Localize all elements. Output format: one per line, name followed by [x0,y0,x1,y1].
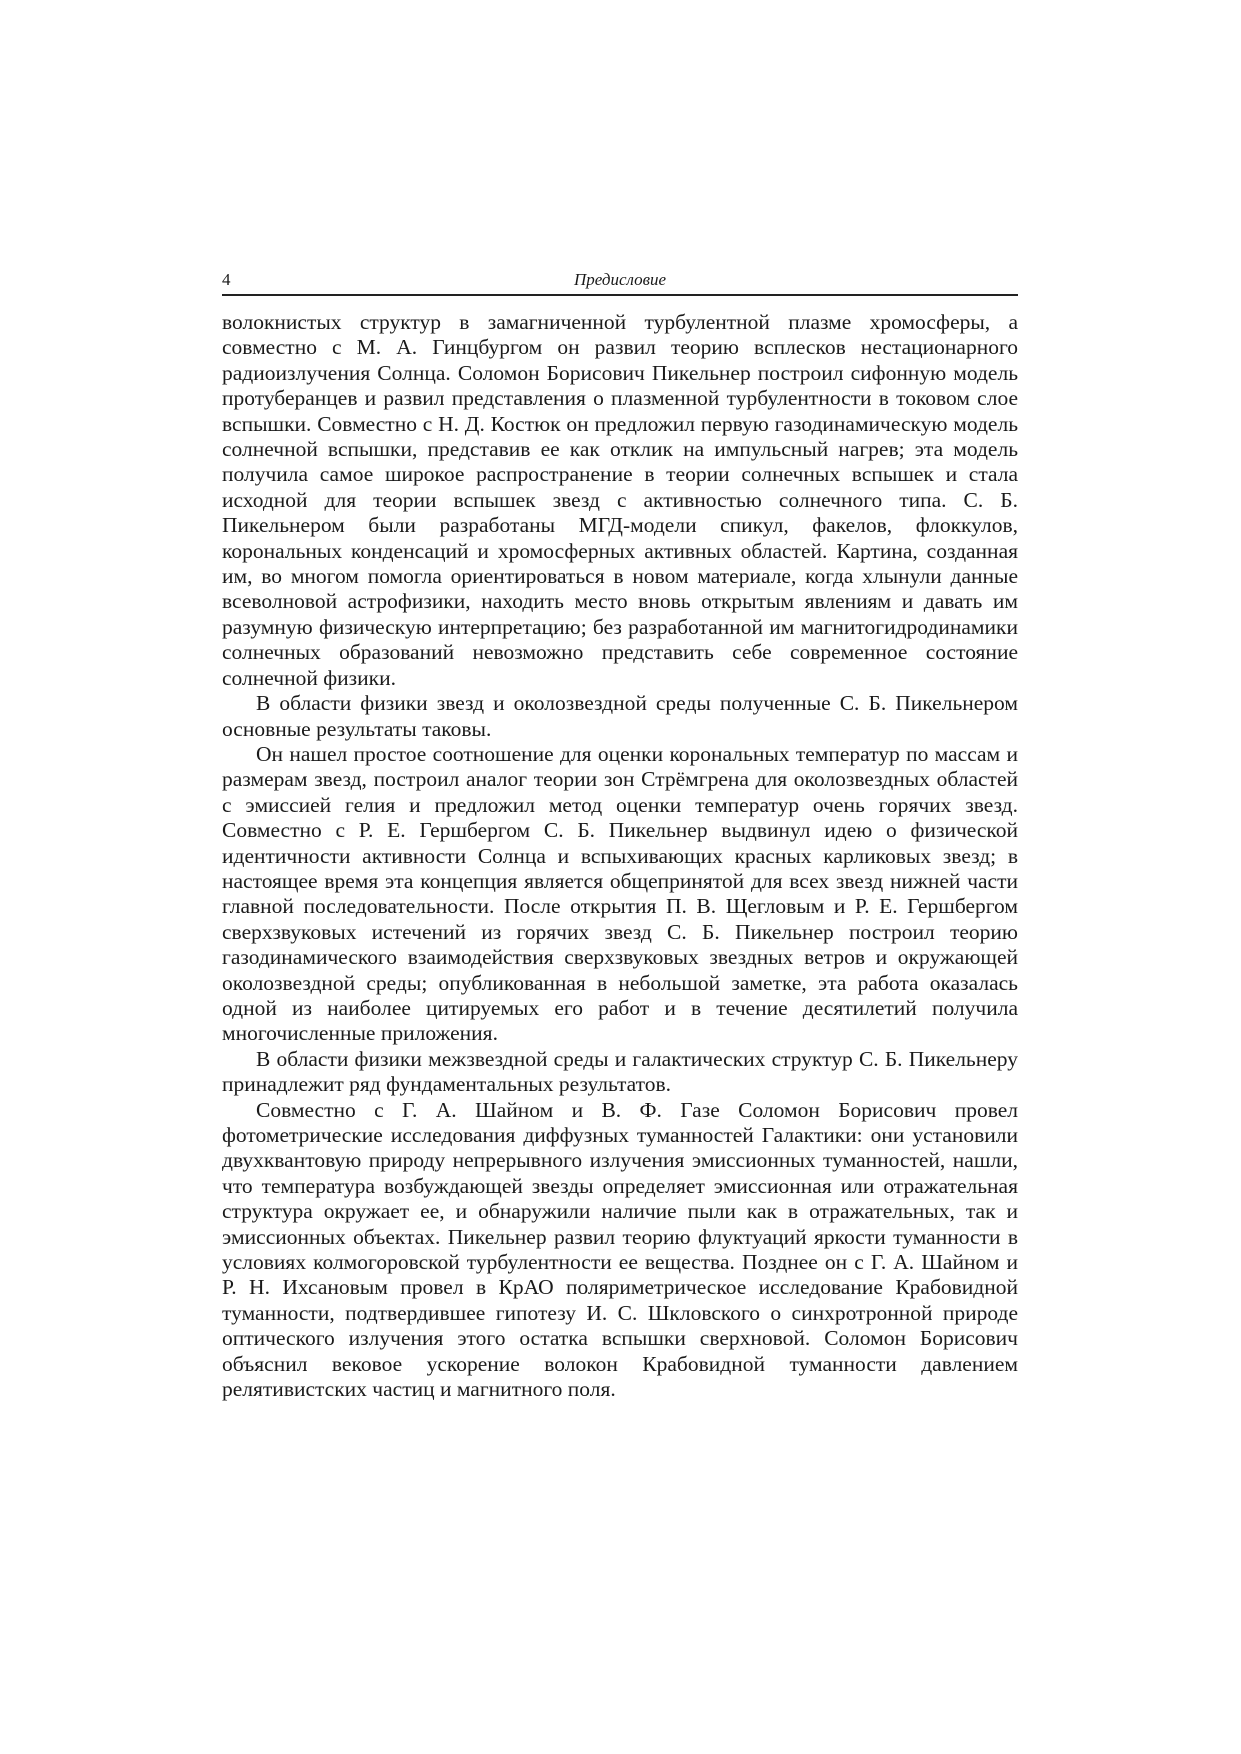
paragraph-continued: волокнистых структур в замагниченной турбулентной плазме хромосферы, а совместно с М. А. Гинцбургом он развил теорию всплесков нестационарного радиоизлучения Солнца. Соломон Борисович Пикельнер построил сифонную модель протуберанцев и развил представления о плазменной турбулентности в токовом слое вспышки. Совместно с Н. Д. Костюк он предложил первую газодинамическую модель солнечной вспышки, представив ее как отклик на импульсный нагрев; эта модель получила самое широкое распространение в теории солнечных вспышек и стала исходной для теории вспышек звезд с активностью солнечного типа. С. Б. Пикельнером были разработаны МГД-модели спикул, факелов, флоккулов, корональных конденсаций и хромосферных активных областей. Картина, созданная им, во многом помогла ориентироваться в новом материале, когда хлынули данные всеволновой астрофизики, находить место вновь открытым явлениям и давать им разумную физическую интерпретацию; без разработанной им магнитогидродинамики солнечных образований невозможно представить себе современное состояние солнечной физики. [222,310,1018,690]
running-header [222,268,1018,296]
paragraph: В области физики межзвездной среды и галактических структур С. Б. Пикельнеру принадлежит ряд фундаментальных результатов. [222,1046,1018,1097]
running-header-title: Предисловие [573,270,667,289]
body-text [222,310,1018,1402]
page [222,268,1018,1402]
paragraph: В области физики звезд и околозвездной среды полученные С. Б. Пикельнером основные результаты таковы. [222,691,1018,741]
paragraph: Совместно с Г. А. Шайном и В. Ф. Газе Соломон Борисович провел фотометрические исследования диффузных туманностей Галактики: они установили двухквантовую природу непрерывного излучения эмиссионных туманностей, нашли, что температура возбуждающей звезды определяет эмиссионная или отражательная структура окружает ее, и обнаружили наличие пыли как в отражательных, так и эмиссионных объектах. Пикельнер развил теорию флуктуаций яркости туманности в условиях колмогоровской турбулентности ее вещества. Позднее он с Г. А. Шайном и Р. Н. Ихсановым провел в КрАО поляриметрическое исследование Крабовидной туманности, подтвердившее гипотезу И. С. Шкловского о синхротронной природе оптического излучения этого остатка вспышки сверхновой. Соломон Борисович объяснил вековое ускорение волокон Крабовидной туманности давлением релятивистских частиц и магнитного поля. [222,1097,1018,1402]
paragraph: Он нашел простое соотношение для оценки корональных температур по массам и размерам звезд, построил аналог теории зон Стрёмгрена для околозвездных областей с эмиссией гелия и предложил метод оценки температур очень горячих звезд. Совместно с Р. Е. Гершбергом С. Б. Пикельнер выдвинул идею о физической идентичности активности Солнца и вспыхивающих красных карликовых звезд; в настоящее время эта концепция является общепринятой для всех звезд нижней части главной последовательности. После открытия П. В. Щегловым и Р. Е. Гершбергом сверхзвуковых истечений из горячих звезд С. Б. Пикельнер построил теорию газодинамического взаимодействия сверхзвуковых звездных ветров и окружающей околозвездной среды; опубликованная в небольшой заметке, эта работа оказалась одной из наиболее цитируемых его работ и в течение десятилетий получила многочисленные приложения. [222,741,1018,1046]
page-number: 4 [222,270,231,289]
